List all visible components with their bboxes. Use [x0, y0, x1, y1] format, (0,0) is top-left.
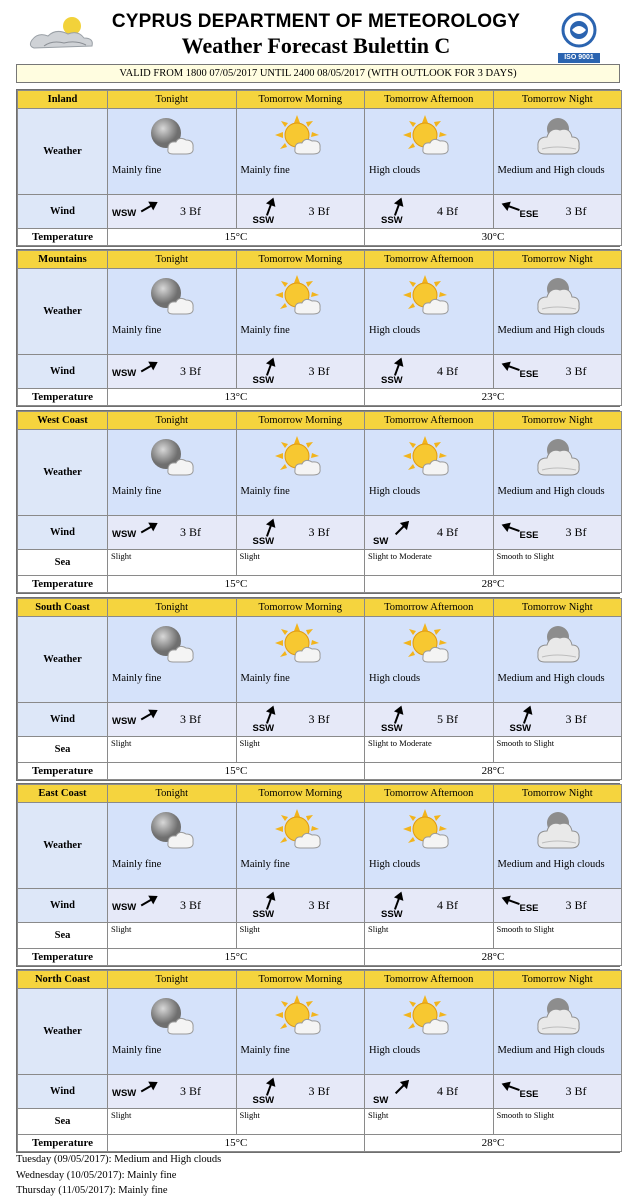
wind-arrow-icon	[391, 1076, 413, 1098]
sun-cloud-icon	[403, 995, 453, 1037]
wind-force: 3 Bf	[565, 525, 587, 539]
wind-label: Wind	[18, 355, 108, 389]
temperature-day: 28°C	[365, 763, 622, 780]
wind-direction: SW	[373, 1095, 389, 1106]
wind-cell	[365, 1075, 494, 1109]
wind-force: 3 Bf	[180, 364, 201, 378]
weather-description: High clouds	[369, 859, 421, 870]
wind-direction: WSW	[112, 529, 137, 540]
sea-state: Slight	[108, 550, 237, 576]
wind-force: 3 Bf	[565, 898, 587, 912]
weather-description: Medium and High clouds	[497, 486, 605, 497]
wind-arrow-icon	[138, 704, 160, 726]
period-header: Tomorrow Afternoon	[365, 251, 494, 269]
period-header: Tonight	[108, 599, 237, 617]
wind-cell	[236, 1075, 365, 1109]
moon-thick-cloud-icon	[532, 809, 582, 851]
period-header-row	[18, 971, 622, 989]
period-header-row	[18, 599, 622, 617]
sea-state: Slight	[365, 923, 494, 949]
temperature-day: 23°C	[365, 389, 622, 406]
period-header: Tomorrow Afternoon	[365, 412, 494, 430]
weather-description: Mainly fine	[240, 325, 290, 336]
wind-cell	[236, 195, 365, 229]
wind-label: Wind	[18, 703, 108, 737]
region-panel	[16, 783, 620, 967]
wind-direction: ESE	[519, 530, 539, 541]
period-header-row	[18, 785, 622, 803]
wind-arrow-icon	[391, 517, 413, 539]
sun-cloud-icon	[275, 436, 325, 478]
moon-cloud-icon	[146, 436, 196, 478]
weather-cell	[493, 617, 622, 703]
sun-cloud-icon	[275, 275, 325, 317]
wind-direction: SSW	[252, 909, 275, 920]
sun-cloud-icon	[275, 115, 325, 157]
wind-arrow-icon	[500, 890, 522, 912]
sea-state: Slight to Moderate	[365, 737, 494, 763]
sea-label: Sea	[18, 923, 108, 949]
wind-direction: SSW	[381, 215, 403, 226]
wind-force: 3 Bf	[308, 712, 330, 726]
sea-state: Slight	[108, 1109, 237, 1135]
sea-state: Smooth to Slight	[493, 550, 622, 576]
wind-row	[18, 195, 622, 229]
wind-force: 4 Bf	[437, 204, 458, 218]
moon-cloud-icon	[146, 275, 196, 317]
weather-label: Weather	[18, 430, 108, 516]
region-table	[17, 250, 622, 406]
sun-cloud-icon	[275, 995, 325, 1037]
sun-cloud-icon	[275, 623, 325, 665]
region-table	[17, 411, 622, 593]
weather-row	[18, 803, 622, 889]
weather-description: High clouds	[369, 673, 421, 684]
period-header: Tomorrow Night	[493, 91, 622, 109]
region-panel	[16, 89, 620, 247]
weather-cell	[236, 109, 365, 195]
weather-description: Mainly fine	[112, 673, 162, 684]
weather-row	[18, 269, 622, 355]
wind-direction: SSW	[509, 723, 532, 734]
outlook-line: Wednesday (10/05/2017): Mainly fine	[16, 1169, 177, 1181]
wind-label: Wind	[18, 1075, 108, 1109]
weather-description: Medium and High clouds	[497, 673, 605, 684]
wind-force: 3 Bf	[308, 525, 330, 539]
period-header: Tomorrow Night	[493, 412, 622, 430]
wind-cell	[108, 355, 237, 389]
weather-description: Mainly fine	[112, 165, 162, 176]
sea-row	[18, 550, 622, 576]
wind-direction: SW	[373, 536, 389, 547]
temperature-night: 13°C	[108, 389, 365, 406]
wind-cell	[493, 516, 622, 550]
wind-direction: WSW	[112, 716, 137, 727]
wind-cell	[365, 703, 494, 737]
temperature-row	[18, 1135, 622, 1152]
sea-label: Sea	[18, 737, 108, 763]
wind-direction: SSW	[252, 723, 275, 734]
wind-arrow-icon	[500, 196, 522, 218]
period-header: Tomorrow Night	[493, 785, 622, 803]
weather-description: Medium and High clouds	[497, 859, 605, 870]
wind-force: 3 Bf	[308, 204, 330, 218]
wind-row	[18, 355, 622, 389]
wind-force: 3 Bf	[565, 204, 587, 218]
weather-cell	[108, 269, 237, 355]
sea-state: Slight	[236, 923, 365, 949]
weather-description: Mainly fine	[240, 673, 290, 684]
weather-cell	[108, 803, 237, 889]
wind-cell	[108, 516, 237, 550]
region-name: Inland	[18, 91, 108, 109]
sea-label: Sea	[18, 1109, 108, 1135]
weather-row	[18, 109, 622, 195]
temperature-label: Temperature	[18, 229, 108, 246]
period-header: Tomorrow Night	[493, 971, 622, 989]
weather-label: Weather	[18, 617, 108, 703]
period-header: Tomorrow Afternoon	[365, 91, 494, 109]
weather-cell	[236, 430, 365, 516]
temperature-label: Temperature	[18, 949, 108, 966]
wind-force: 4 Bf	[437, 898, 458, 912]
wind-cell	[365, 516, 494, 550]
period-header-row	[18, 91, 622, 109]
period-header: Tonight	[108, 91, 237, 109]
weather-cell	[365, 989, 494, 1075]
wind-cell	[493, 195, 622, 229]
weather-label: Weather	[18, 269, 108, 355]
temperature-day: 28°C	[365, 576, 622, 593]
temperature-row	[18, 949, 622, 966]
wind-force: 4 Bf	[437, 1084, 458, 1098]
weather-description: High clouds	[369, 1045, 421, 1056]
period-header: Tomorrow Morning	[236, 91, 365, 109]
region-table	[17, 598, 622, 780]
weather-cell	[236, 989, 365, 1075]
weather-description: High clouds	[369, 486, 421, 497]
wind-arrow-icon	[138, 1076, 160, 1098]
wind-direction: SSW	[381, 909, 403, 920]
moon-cloud-icon	[146, 623, 196, 665]
weather-cell	[108, 989, 237, 1075]
wind-cell	[108, 1075, 237, 1109]
weather-description: Medium and High clouds	[497, 325, 605, 336]
region-panel	[16, 597, 620, 781]
region-table	[17, 970, 622, 1152]
weather-description: Mainly fine	[112, 1045, 162, 1056]
wind-arrow-icon	[138, 517, 160, 539]
sea-state: Smooth to Slight	[493, 1109, 622, 1135]
region-name: West Coast	[18, 412, 108, 430]
wind-cell	[236, 703, 365, 737]
weather-cell	[365, 430, 494, 516]
weather-cell	[365, 803, 494, 889]
wind-cell	[108, 703, 237, 737]
wind-force: 3 Bf	[308, 898, 330, 912]
wind-cell	[108, 195, 237, 229]
moon-thick-cloud-icon	[532, 623, 582, 665]
sea-row	[18, 923, 622, 949]
region-panel	[16, 249, 620, 407]
weather-description: High clouds	[369, 165, 421, 176]
weather-description: High clouds	[369, 325, 421, 336]
wind-force: 3 Bf	[308, 364, 330, 378]
region-name: North Coast	[18, 971, 108, 989]
wind-row	[18, 516, 622, 550]
weather-cell	[236, 269, 365, 355]
sea-state: Smooth to Slight	[493, 737, 622, 763]
wind-arrow-icon	[500, 517, 522, 539]
wind-force: 3 Bf	[565, 364, 587, 378]
weather-description: Mainly fine	[112, 325, 162, 336]
sun-cloud-icon	[403, 623, 453, 665]
sea-state: Smooth to Slight	[493, 923, 622, 949]
sun-cloud-icon	[275, 809, 325, 851]
temperature-night: 15°C	[108, 229, 365, 246]
period-header: Tomorrow Morning	[236, 412, 365, 430]
wind-force: 4 Bf	[437, 525, 458, 539]
iso-label: ISO 9001	[558, 53, 600, 63]
period-header: Tomorrow Night	[493, 251, 622, 269]
temperature-row	[18, 763, 622, 780]
sea-state: Slight	[108, 737, 237, 763]
weather-row	[18, 430, 622, 516]
period-header-row	[18, 251, 622, 269]
moon-thick-cloud-icon	[532, 275, 582, 317]
wind-cell	[493, 1075, 622, 1109]
weather-label: Weather	[18, 109, 108, 195]
temperature-row	[18, 576, 622, 593]
wind-force: 3 Bf	[180, 525, 201, 539]
wind-force: 4 Bf	[437, 364, 458, 378]
wind-row	[18, 1075, 622, 1109]
wind-label: Wind	[18, 195, 108, 229]
sea-state: Slight to Moderate	[365, 550, 494, 576]
weather-cell	[493, 269, 622, 355]
outlook-line: Tuesday (09/05/2017): Medium and High clouds	[16, 1154, 222, 1165]
temperature-label: Temperature	[18, 389, 108, 406]
wind-force: 3 Bf	[565, 1084, 587, 1098]
period-header: Tonight	[108, 785, 237, 803]
page-header	[0, 0, 632, 62]
temperature-night: 15°C	[108, 763, 365, 780]
temperature-night: 15°C	[108, 576, 365, 593]
region-panel	[16, 410, 620, 594]
sea-state: Slight	[108, 923, 237, 949]
wind-cell	[365, 195, 494, 229]
period-header: Tomorrow Morning	[236, 785, 365, 803]
weather-description: Mainly fine	[240, 486, 290, 497]
weather-cell	[493, 109, 622, 195]
wind-cell	[365, 889, 494, 923]
temperature-night: 15°C	[108, 1135, 365, 1152]
wind-cell	[236, 355, 365, 389]
weather-cell	[493, 803, 622, 889]
region-name: Mountains	[18, 251, 108, 269]
sea-row	[18, 737, 622, 763]
weather-cell	[493, 989, 622, 1075]
period-header: Tonight	[108, 251, 237, 269]
sea-state: Slight	[365, 1109, 494, 1135]
wind-row	[18, 889, 622, 923]
sea-state: Slight	[236, 550, 365, 576]
moon-cloud-icon	[146, 809, 196, 851]
wind-cell	[108, 889, 237, 923]
region-table	[17, 90, 622, 246]
temperature-row	[18, 229, 622, 246]
sun-cloud-icon	[403, 436, 453, 478]
wind-direction: ESE	[519, 903, 539, 914]
sea-state: Slight	[236, 1109, 365, 1135]
temperature-day: 28°C	[365, 949, 622, 966]
wind-direction: SSW	[381, 375, 403, 386]
three-day-outlook	[16, 1152, 221, 1199]
moon-cloud-icon	[146, 995, 196, 1037]
period-header: Tomorrow Morning	[236, 599, 365, 617]
sun-cloud-icon	[403, 275, 453, 317]
weather-description: Mainly fine	[240, 1045, 290, 1056]
region-name: South Coast	[18, 599, 108, 617]
sea-row	[18, 1109, 622, 1135]
wind-cell	[365, 355, 494, 389]
weather-description: Mainly fine	[240, 165, 290, 176]
wind-force: 5 Bf	[437, 712, 458, 726]
period-header: Tomorrow Night	[493, 599, 622, 617]
weather-cell	[236, 617, 365, 703]
page-subtitle: Weather Forecast Bulettin C	[181, 33, 451, 58]
wind-force: 3 Bf	[180, 204, 201, 218]
weather-row	[18, 617, 622, 703]
moon-cloud-icon	[146, 115, 196, 157]
moon-thick-cloud-icon	[532, 995, 582, 1037]
period-header: Tomorrow Afternoon	[365, 971, 494, 989]
period-header: Tomorrow Afternoon	[365, 599, 494, 617]
weather-description: Mainly fine	[112, 859, 162, 870]
wind-direction: WSW	[112, 1088, 137, 1099]
period-header: Tomorrow Morning	[236, 251, 365, 269]
weather-description: Mainly fine	[240, 859, 290, 870]
wind-label: Wind	[18, 889, 108, 923]
temperature-row	[18, 389, 622, 406]
wind-direction: SSW	[381, 723, 403, 734]
temperature-day: 30°C	[365, 229, 622, 246]
outlook-line: Thursday (11/05/2017): Mainly fine	[16, 1185, 168, 1196]
wind-force: 3 Bf	[308, 1084, 330, 1098]
moon-thick-cloud-icon	[532, 115, 582, 157]
wind-cell	[236, 516, 365, 550]
wind-arrow-icon	[138, 196, 160, 218]
period-header-row	[18, 412, 622, 430]
period-header: Tonight	[108, 412, 237, 430]
weather-cell	[108, 109, 237, 195]
wind-cell	[493, 889, 622, 923]
wind-force: 3 Bf	[180, 1084, 201, 1098]
weather-description: Mainly fine	[112, 486, 162, 497]
weather-cell	[236, 803, 365, 889]
wind-arrow-icon	[500, 356, 522, 378]
wind-direction: SSW	[252, 375, 275, 386]
wind-direction: WSW	[112, 208, 137, 219]
wind-force: 3 Bf	[180, 712, 201, 726]
temperature-label: Temperature	[18, 576, 108, 593]
wind-direction: WSW	[112, 902, 137, 913]
wind-direction: ESE	[519, 209, 539, 220]
region-table	[17, 784, 622, 966]
wind-arrow-icon	[138, 356, 160, 378]
period-header: Tomorrow Morning	[236, 971, 365, 989]
weather-cell	[365, 617, 494, 703]
weather-cell	[365, 269, 494, 355]
weather-description: Medium and High clouds	[497, 165, 605, 176]
region-name: East Coast	[18, 785, 108, 803]
wind-force: 3 Bf	[565, 712, 587, 726]
weather-description: Medium and High clouds	[497, 1045, 605, 1056]
iso-logo	[558, 12, 600, 61]
wind-direction: SSW	[252, 215, 275, 226]
weather-label: Weather	[18, 989, 108, 1075]
sea-state: Slight	[236, 737, 365, 763]
sun-cloud-icon	[403, 115, 453, 157]
moon-thick-cloud-icon	[532, 436, 582, 478]
temperature-label: Temperature	[18, 763, 108, 780]
wind-arrow-icon	[500, 1076, 522, 1098]
temperature-night: 15°C	[108, 949, 365, 966]
sun-cloud-icon	[403, 809, 453, 851]
temperature-day: 28°C	[365, 1135, 622, 1152]
wind-direction: ESE	[519, 369, 539, 380]
weather-row	[18, 989, 622, 1075]
weather-cell	[108, 617, 237, 703]
wind-cell	[493, 703, 622, 737]
wind-direction: SSW	[252, 1095, 275, 1106]
weather-cell	[108, 430, 237, 516]
weather-cell	[365, 109, 494, 195]
wind-direction: SSW	[252, 536, 275, 547]
region-panel	[16, 969, 620, 1153]
weather-label: Weather	[18, 803, 108, 889]
iso-seal-icon	[558, 12, 600, 48]
wind-direction: ESE	[519, 1089, 539, 1100]
validity-banner: VALID FROM 1800 07/05/2017 UNTIL 2400 08/05/2017 (WITH OUTLOOK FOR 3 DAYS)	[16, 64, 620, 83]
wind-force: 3 Bf	[180, 898, 201, 912]
wind-label: Wind	[18, 516, 108, 550]
sea-label: Sea	[18, 550, 108, 576]
wind-cell	[493, 355, 622, 389]
weather-cell	[493, 430, 622, 516]
wind-cell	[236, 889, 365, 923]
period-header: Tonight	[108, 971, 237, 989]
period-header: Tomorrow Afternoon	[365, 785, 494, 803]
page-title: CYPRUS DEPARTMENT OF METEOROLOGY	[111, 11, 521, 32]
wind-arrow-icon	[138, 890, 160, 912]
wind-direction: WSW	[112, 368, 137, 379]
wind-row	[18, 703, 622, 737]
temperature-label: Temperature	[18, 1135, 108, 1152]
